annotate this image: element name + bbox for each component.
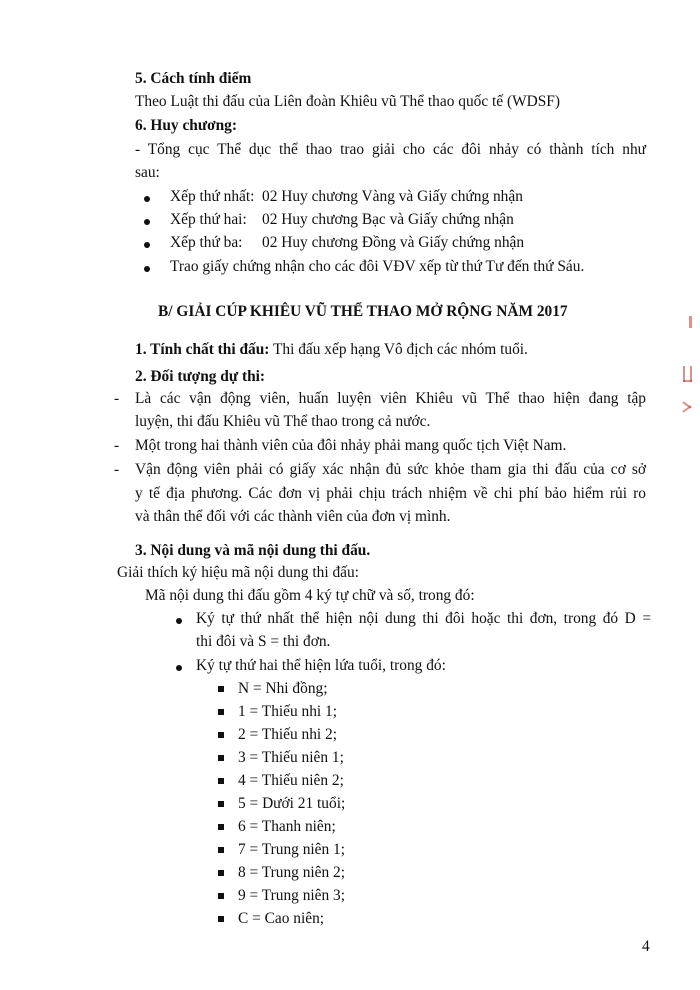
- code-intro: Mã nội dung thi đấu gồm 4 ký tự chữ và số, trong đó:: [145, 587, 475, 604]
- square-bullet-icon: [218, 732, 224, 738]
- bullet-icon: [144, 219, 150, 225]
- square-bullet-icon: [218, 755, 224, 761]
- section-6-heading: 6. Huy chương:: [135, 117, 237, 134]
- square-bullet-icon: [218, 870, 224, 876]
- section-b2-heading: 2. Đối tượng dự thi:: [135, 368, 266, 385]
- age-item-9: 8 = Trung niên 2;: [238, 864, 346, 881]
- age-item-2: 1 = Thiếu nhi 1;: [238, 703, 338, 720]
- dash-marker: -: [114, 390, 120, 407]
- age-item-4: 3 = Thiếu niên 1;: [238, 749, 344, 766]
- age-item-6: 5 = Dưới 21 tuổi;: [238, 795, 346, 812]
- medal-item-2-value: 02 Huy chương Bạc và Giấy chứng nhận: [262, 211, 514, 228]
- section-5-heading: 5. Cách tính điểm: [135, 70, 252, 87]
- bullet-icon: [176, 665, 182, 671]
- medal-item-3-value: 02 Huy chương Đồng và Giấy chứng nhận: [262, 234, 525, 251]
- age-item-5: 4 = Thiếu niên 2;: [238, 772, 344, 789]
- code-bullet-1-line-2: thi đôi và S = thi đơn.: [196, 633, 331, 650]
- section-b1-text: Thi đấu xếp hạng Vô địch các nhóm tuổi.: [273, 341, 528, 358]
- section-5-text: Theo Luật thi đấu của Liên đoàn Khiêu vũ Thể thao quốc tế (WDSF): [135, 93, 560, 110]
- eligibility-item-1-line-1: Là các vận động viên, huấn luyện viên Khiêu vũ Thể thao hiện đang tập: [135, 390, 646, 407]
- medal-item-1-value: 02 Huy chương Vàng và Giấy chứng nhận: [262, 188, 523, 205]
- medal-item-1-label: Xếp thứ nhất:: [170, 188, 255, 205]
- eligibility-item-3-line-2: y tế địa phương. Các đơn vị phải chịu trách nhiệm về chi phí bảo hiểm rủi ro: [135, 485, 646, 502]
- section-6-intro: - Tổng cục Thể dục thể thao trao giải cho các đôi nhảy có thành tích như: [135, 141, 646, 158]
- square-bullet-icon: [218, 916, 224, 922]
- dash-marker: -: [114, 461, 120, 478]
- square-bullet-icon: [218, 801, 224, 807]
- bullet-icon: [144, 266, 150, 272]
- bullet-icon: [144, 242, 150, 248]
- section-b1: [135, 340, 528, 360]
- square-bullet-icon: [218, 893, 224, 899]
- eligibility-item-3-line-3: và thân thể đối với các thành viên của đơn vị mình.: [135, 508, 451, 525]
- eligibility-item-2: Một trong hai thành viên của đôi nhảy phải mang quốc tịch Việt Nam.: [135, 437, 567, 454]
- bullet-icon: [176, 618, 182, 624]
- section-6-intro-cont: sau:: [135, 164, 160, 181]
- age-item-3: 2 = Thiếu nhi 2;: [238, 726, 338, 743]
- code-bullet-1-line-1: Ký tự thứ nhất thể hiện nội dung thi đôi hoặc thi đơn, trong đó D =: [196, 610, 651, 627]
- age-item-11: C = Cao niên;: [238, 910, 325, 927]
- square-bullet-icon: [218, 709, 224, 715]
- square-bullet-icon: [218, 847, 224, 853]
- code-bullet-2: Ký tự thứ hai thể hiện lứa tuổi, trong đó:: [196, 657, 446, 674]
- dash-marker: -: [114, 437, 120, 454]
- age-item-8: 7 = Trung niên 1;: [238, 841, 346, 858]
- medal-item-2-label: Xếp thứ hai:: [170, 211, 247, 228]
- part-b-title: B/ GIẢI CÚP KHIÊU VŨ THỂ THAO MỞ RỘNG NĂM 2017: [158, 303, 568, 320]
- page-number: 4: [642, 938, 650, 955]
- bullet-icon: [144, 196, 150, 202]
- age-item-10: 9 = Trung niên 3;: [238, 887, 346, 904]
- square-bullet-icon: [218, 686, 224, 692]
- section-b3-heading: 3. Nội dung và mã nội dung thi đấu.: [135, 542, 371, 559]
- section-b1-heading: 1. Tính chất thi đấu:: [135, 341, 270, 358]
- eligibility-item-3-line-1: Vận động viên phải có giấy xác nhận đủ sức khỏe tham gia thi đấu của cơ sở: [135, 461, 646, 478]
- medal-item-3-label: Xếp thứ ba:: [170, 234, 243, 251]
- medal-item-4-text: Trao giấy chứng nhận cho các đôi VĐV xếp từ thứ Tư đến thứ Sáu.: [170, 258, 585, 275]
- square-bullet-icon: [218, 824, 224, 830]
- age-item-1: N = Nhi đồng;: [238, 680, 328, 697]
- age-item-7: 6 = Thanh niên;: [238, 818, 336, 835]
- code-explanation: Giải thích ký hiệu mã nội dung thi đấu:: [117, 564, 359, 581]
- eligibility-item-1-line-2: luyện, thi đấu Khiêu vũ Thể thao trong cả nước.: [135, 413, 431, 430]
- square-bullet-icon: [218, 778, 224, 784]
